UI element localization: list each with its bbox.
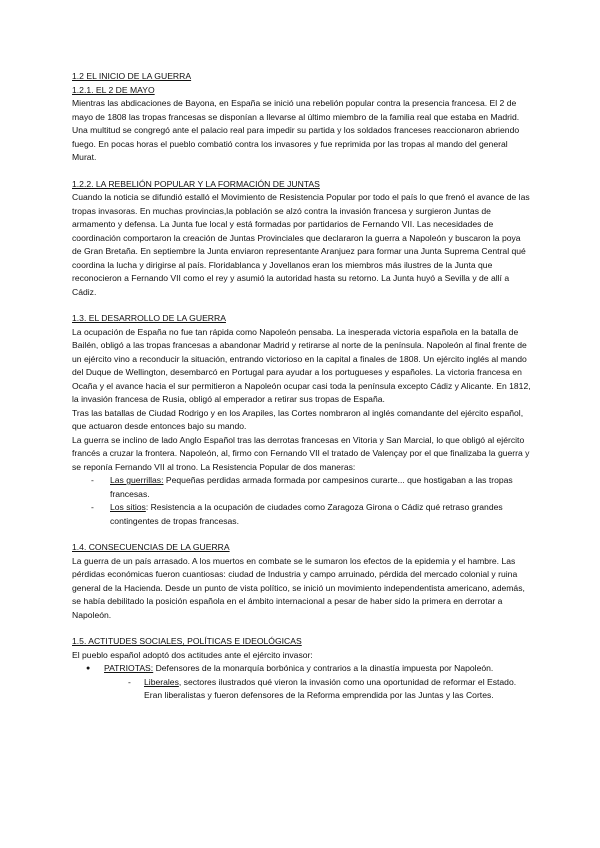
definition-guerrillas: Pequeñas perdidas armada formada por campesinos curarte... que hostigaban a las tropas francesas. <box>110 475 513 499</box>
list-item-patriotas <box>72 662 532 676</box>
list-item-sitios <box>72 501 532 528</box>
subsection-heading-1-2-1: 1.2.1. EL 2 DE MAYO <box>72 84 155 95</box>
paragraph-desarrollo-2: Tras las batallas de Ciudad Rodrigo y en los Arapiles, las Cortes nombraron al inglés comandante del ejército español, que actuaron desde entonces bajo su mando. <box>72 407 524 431</box>
section-heading-1-3: 1.3. EL DESARROLLO DE LA GUERRA <box>72 313 226 323</box>
paragraph-desarrollo-3: La guerra se inclino de lado Anglo Español tras las derrotas francesas en Vitoria y San Marcial, lo que obligó al ejército francés a cruzar la frontera. Napoleón, al, firmo con Fernando VII el tratado de Valençay por el que finalizaba la guerra y se reponía Fernando VII al trono. La Resistencia Popular de dos maneras: <box>72 434 530 472</box>
definition-patriotas: Defensores de la monarquía borbónica y contrarios a la dinastía impuesta por Napoleón. <box>153 663 494 673</box>
definition-liberales: , sectores ilustrados qué vieron la invasión como una oportunidad de reformar el Estado. Eran liberalistas y fueron defensores de la Reforma emprendida por las Juntas y las Cortes. <box>144 676 517 700</box>
paragraph-consecuencias: La guerra de un país arrasado. A los muertos en combate se le sumaron los efectos de la epidemia y el hambre. Las pérdidas económicas fueron cuantiosas: ciudad de Industria y campo arruinado, pérdida del mercado colonial y ruina general de la Hacienda. Desde un punto de vista político, se inició un movimiento independentista americano, además, se había debilitado la posición española en el ámbito internacional a pesar de haber sido la primera en derrotar a Napoleón. <box>72 555 525 620</box>
term-liberales: Liberales <box>144 676 179 687</box>
dash-marker: - <box>91 475 94 485</box>
dash-marker: - <box>128 676 131 687</box>
paragraph-rebelion-popular: Cuando la noticia se difundió estalló el Movimiento de Resistencia Popular por todo el país lo que frenó el avance de las tropas invasoras. En muchas provincias,la población se alzó contra la invasión francesa y surgieron Juntas de armamento y defensa. La Junta fue local y está formadas por partidarios de Fernando VII. Las necesidades de coordinación comportaron la creación de Juntas Provinciales que declararon la guerra a Napoleón y buscaron la poya de Gran Bretaña. En septiembre la Junta enviaron representante Aranjuez para formar una Junta Suprema Central qué coordina la lucha y dirigirse al país. Floridablanca y Jovellanos eran los miembros más ilustres de la Junta que reconocieron a Fernando VII como el rey y asumió la autoridad hasta su retorno. La Junta huyó a Sevilla y de allí a Cádiz. <box>72 192 530 297</box>
term-patriotas: PATRIOTAS: <box>104 663 154 673</box>
list-item-guerrillas <box>72 474 532 501</box>
dash-marker: - <box>91 502 94 512</box>
list-item-liberales <box>72 676 532 703</box>
paragraph-dos-de-mayo: Mientras las abdicaciones de Bayona, en España se inició una rebelión popular contra la presencia francesa. El 2 de mayo de 1808 las tropas francesas se disponían a llevarse al último miembro de la familia real que estaba en Madrid. Una multitud se congregó ante el palacio real para impedir su partida y los soldados franceses reaccionaron abriendo fuego. En pocas horas el pueblo combatió contra los invasores y fue reprimida por las tropas al mando del general Murat. <box>72 98 520 162</box>
section-heading-1-2: 1.2 EL INICIO DE LA GUERRA <box>72 71 192 81</box>
document-body <box>72 70 532 703</box>
paragraph-actitudes-intro: El pueblo español adoptó dos actitudes ante el ejército invasor: <box>72 649 313 660</box>
term-sitios: Los sitios <box>110 502 146 512</box>
term-guerrillas: Las guerrillas: <box>110 475 164 485</box>
section-heading-1-5: 1.5. ACTITUDES SOCIALES, POLÍTICAS E IDEOLÓGICAS <box>72 636 302 646</box>
section-heading-1-4: 1.4. CONSECUENCIAS DE LA GUERRA <box>72 542 230 552</box>
subsection-heading-1-2-2: 1.2.2. LA REBELIÓN POPULAR Y LA FORMACIÓN DE JUNTAS <box>72 178 320 189</box>
definition-sitios: : Resistencia a la ocupación de ciudades como Zaragoza Girona o Cádiz qué retraso grandes contingentes de tropas francesas. <box>110 502 503 526</box>
bullet-marker: ● <box>86 665 91 672</box>
paragraph-desarrollo-1: La ocupación de España no fue tan rápida como Napoleón pensaba. La inesperada victoria española en la batalla de Bailén, obligó a las tropas francesas a abandonar Madrid y retirarse al norte de la península. Napoleón al final frente de un ejército vino a reconducir la situación, entrando victorioso en la capital a finales de 1808. Un ejército inglés al mando del Duque de Wellington, desembarcó en Portugal para ayudar a los portugueses y españoles. La victoria francesa en Ocaña y el avance hacia el sur permitieron a Napoleón ocupar casi toda la península excepto Cádiz y Alicante. En 1812, la invasión francesa de Rusia, obligó al emperador a retirar sus tropas de España. <box>72 326 531 404</box>
